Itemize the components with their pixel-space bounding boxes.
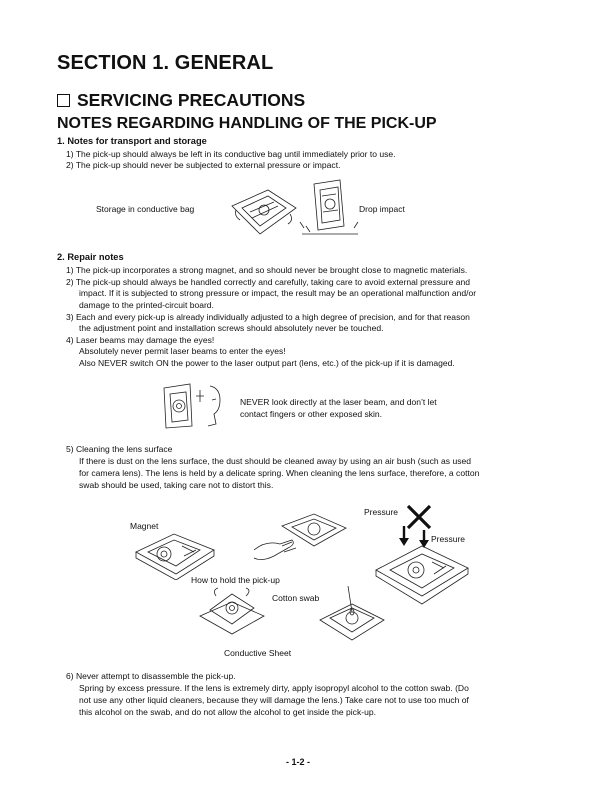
hold-pickup-illustration [252,510,352,568]
sheet-caption: Conductive Sheet [224,648,292,658]
cleaning-line-1: 5) Cleaning the lens surface [66,444,173,454]
pressure-top-caption: Pressure [364,507,399,517]
cleaning-line-4: swab should be used, taking care not to distort this. [79,480,274,490]
precautions-heading [57,90,305,111]
laser-warning-line-1: NEVER look directly at the laser beam, and don’t let [240,397,437,407]
drop-impact-illustration [298,178,362,240]
pressure-side-caption: Pressure [431,534,466,544]
hold-caption: How to hold the pick-up [191,575,280,585]
cleaning-line-3: for camera lens). The lens is held by a delicate spring. When cleaning the lens surface, therefore, a cotton [79,468,480,478]
repair-line-1: 1) The pick-up incorporates a strong magnet, and so should never be brought close to magnetic materials. [66,265,468,275]
repair-line-7: 4) Laser beams may damage the eyes! [66,335,215,345]
transport-heading: 1. Notes for transport and storage [57,136,207,146]
storage-caption: Storage in conductive bag [96,204,195,214]
repair-line-6: the adjustment point and installation screws should absolutely never be touched. [79,323,384,333]
repair-line-9: Also NEVER switch ON the power to the laser output part (lens, etc.) of the pick-up if it is damaged. [79,358,455,368]
storage-bag-illustration [228,186,300,238]
pressure-pickup-illustration [372,540,472,612]
conductive-sheet-illustration [196,586,268,640]
repair-heading: 2. Repair notes [57,252,124,262]
repair-line-4: damage to the printed-circuit board. [79,300,214,310]
section-title: SECTION 1. GENERAL [57,52,274,74]
disassemble-line-1: 6) Never attempt to disassemble the pick-up. [66,671,236,681]
laser-warning-illustration [158,380,238,432]
magnet-pickup-illustration [130,530,220,580]
transport-item-1: 1) The pick-up should always be left in its conductive bag until immediately prior to use. [66,149,396,159]
laser-warning-line-2: contact fingers or other exposed skin. [240,409,383,419]
disassemble-line-3: not use any other liquid cleaners, because they will damage the lens.) Take care not to use too much of [79,695,469,705]
repair-line-8: Absolutely never permit laser beams to enter the eyes! [79,346,286,356]
repair-line-3: impact. If it is subjected to strong pressure or impact, the result may be an operational malfunction and/or [79,288,477,298]
disassemble-line-4: this alcohol on the swab, and do not allow the alcohol to get inside the pick-up. [79,707,376,717]
drop-caption: Drop impact [359,204,405,214]
repair-line-5: 3) Each and every pick-up is already individually adjusted to a high degree of precision, and for that reason [66,312,470,322]
transport-item-2: 2) The pick-up should never be subjected to external pressure or impact. [66,160,341,170]
disassemble-line-2: Spring by excess pressure. If the lens is extremely dirty, apply isopropyl alcohol to the cotton swab. (Do [79,683,469,693]
magnet-caption: Magnet [130,521,159,531]
repair-line-2: 2) The pick-up should always be handled correctly and carefully, taking care to avoid external pressure and [66,277,470,287]
cleaning-line-2: If there is dust on the lens surface, the dust should be cleaned away by using an air bush (such as used [79,456,471,466]
page-number: - 1-2 - [286,757,311,767]
cotton-caption: Cotton swab [272,593,320,603]
precautions-title: SERVICING PRECAUTIONS [77,90,306,110]
notes-title: NOTES REGARDING HANDLING OF THE PICK-UP [57,115,437,132]
checkbox-icon [57,94,70,107]
